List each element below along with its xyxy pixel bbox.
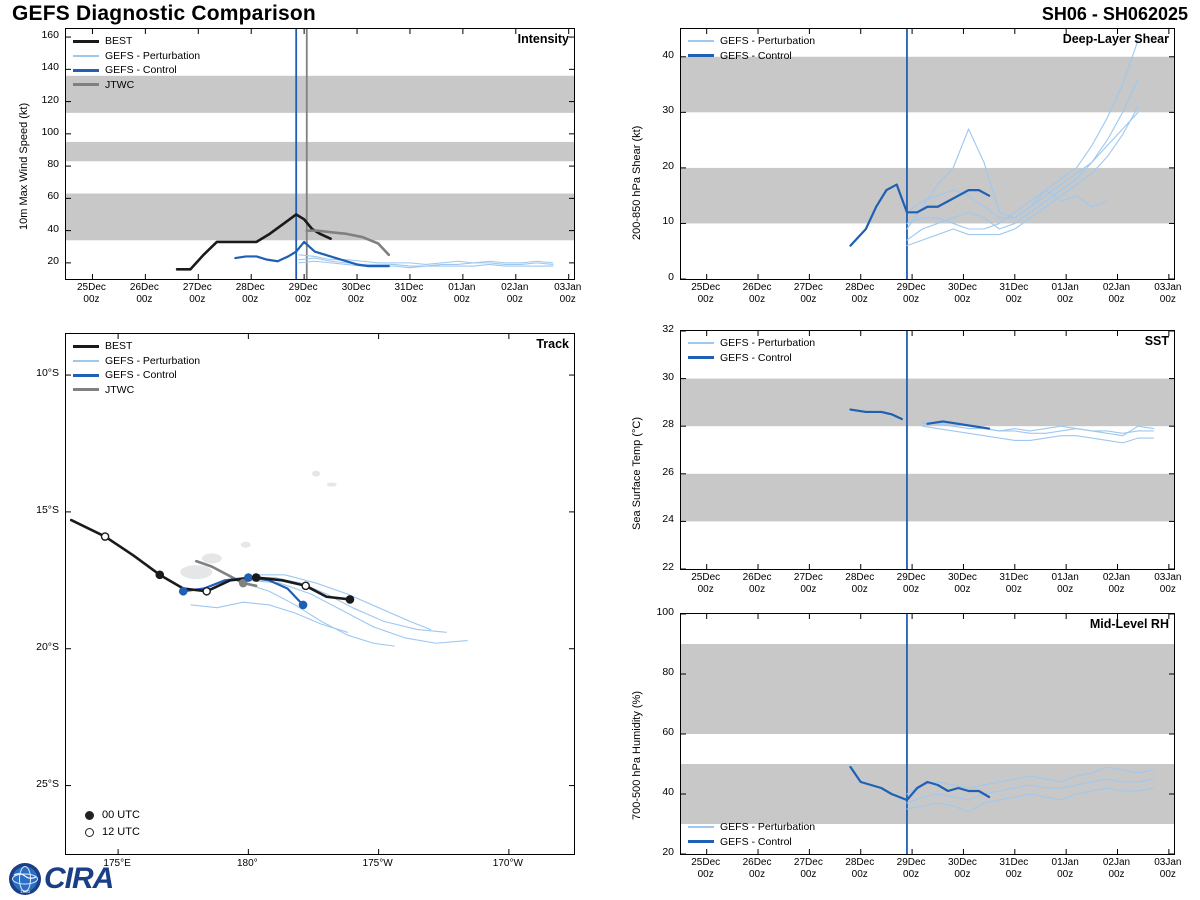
panel-track	[65, 333, 575, 855]
intensity-x-tick: 02Jan 00z	[501, 282, 529, 305]
legend-label-jtwc: JTWC	[105, 383, 135, 396]
legend-label-perturbation: GEFS - Perturbation	[105, 354, 201, 367]
legend-label-perturbation: GEFS - Perturbation	[105, 49, 201, 62]
legend-swatch-perturbation	[73, 360, 99, 362]
panel-intensity	[65, 28, 575, 280]
shear-y-tick: 40	[662, 48, 674, 61]
rh-x-tick: 29Dec 00z	[896, 857, 926, 880]
rh-y-tick: 40	[662, 786, 674, 798]
sst-y-tick: 30	[662, 370, 674, 383]
intensity-x-tick: 03Jan 00z	[554, 282, 582, 305]
shear-y-tick: 10	[662, 215, 674, 228]
legend-label-jtwc: JTWC	[105, 78, 135, 91]
rh-x-tick: 01Jan 00z	[1051, 857, 1079, 880]
intensity-x-tick: 29Dec 00z	[288, 282, 318, 305]
legend-label-best: BEST	[105, 340, 133, 352]
track-y-tick: 25°S	[36, 777, 59, 790]
intensity-y-axis-label: 10m Max Wind Speed (kt)	[18, 102, 30, 230]
shear-legend	[688, 34, 815, 63]
shear-y-tick: 20	[662, 159, 674, 172]
legend-label-perturbation: GEFS - Perturbation	[720, 35, 816, 47]
intensity-x-tick: 27Dec 00z	[182, 282, 212, 305]
track-legend	[73, 339, 200, 397]
legend-swatch-control	[73, 374, 99, 377]
panel-sst	[680, 330, 1175, 570]
legend-swatch-control	[73, 69, 99, 72]
cira-wordmark: CIRA	[44, 862, 114, 895]
legend-swatch-jtwc	[73, 388, 99, 391]
shear-x-tick: 25Dec 00z	[691, 282, 721, 305]
rh-y-tick: 80	[662, 666, 674, 678]
intensity-y-tick: 60	[47, 190, 59, 203]
sst-panel-title: SST	[1144, 334, 1169, 348]
rh-y-axis-label: 700-500 hPa Humidity (%)	[631, 690, 643, 820]
track-x-tick: 170°W	[492, 858, 523, 869]
rh-y-tick: 20	[662, 846, 674, 858]
legend-swatch-best	[73, 345, 99, 348]
shear-panel-title: Deep-Layer Shear	[1062, 32, 1169, 46]
marker-00utc-icon	[85, 811, 94, 820]
sst-plot-area	[680, 330, 1175, 570]
page-title: GEFS Diagnostic Comparison	[12, 2, 316, 25]
svg-text:1980: 1980	[19, 889, 31, 894]
shear-y-axis-label: 200-850 hPa Shear (kt)	[631, 125, 643, 240]
track-y-tick: 10°S	[36, 367, 59, 380]
rh-x-tick: 27Dec 00z	[793, 857, 823, 880]
rh-x-tick: 30Dec 00z	[947, 857, 977, 880]
legend-label-perturbation: GEFS - Perturbation	[720, 821, 816, 833]
legend-label-best: BEST	[105, 35, 133, 47]
intensity-x-tick: 26Dec 00z	[129, 282, 159, 305]
marker-label-12utc: 12 UTC	[102, 826, 140, 838]
intensity-panel-title: Intensity	[517, 32, 569, 46]
rh-x-tick: 31Dec 00z	[999, 857, 1029, 880]
track-x-tick: 180°	[237, 858, 258, 869]
shear-x-tick: 29Dec 00z	[896, 282, 926, 305]
rh-y-tick: 100	[656, 606, 674, 618]
legend-swatch-perturbation	[688, 342, 714, 344]
intensity-x-tick: 30Dec 00z	[341, 282, 371, 305]
sst-y-tick: 26	[662, 465, 674, 478]
legend-label-control: GEFS - Control	[105, 369, 177, 381]
shear-y-tick: 0	[668, 271, 674, 283]
rh-x-tick: 28Dec 00z	[845, 857, 875, 880]
rh-y-tick: 60	[662, 726, 674, 738]
track-y-tick: 15°S	[36, 503, 59, 516]
sst-legend	[688, 336, 815, 365]
shear-x-tick: 26Dec 00z	[742, 282, 772, 305]
legend-swatch-control	[688, 54, 714, 57]
shear-plot-area	[680, 28, 1175, 280]
shear-x-tick: 31Dec 00z	[999, 282, 1029, 305]
sst-y-tick: 22	[662, 561, 674, 573]
legend-swatch-perturbation	[688, 40, 714, 42]
track-panel-title: Track	[536, 337, 569, 351]
marker-12utc-icon	[85, 828, 94, 837]
track-x-tick: 175°W	[362, 858, 393, 869]
track-plot-area	[65, 333, 575, 855]
rh-x-tick: 25Dec 00z	[691, 857, 721, 880]
sst-y-tick: 32	[662, 323, 674, 335]
legend-label-perturbation: GEFS - Perturbation	[720, 337, 816, 349]
rh-plot-area	[680, 613, 1175, 855]
shear-y-tick: 30	[662, 104, 674, 117]
legend-swatch-jtwc	[73, 83, 99, 86]
intensity-x-tick: 28Dec 00z	[235, 282, 265, 305]
sst-y-axis-label: Sea Surface Temp (°C)	[631, 416, 643, 530]
shear-x-tick: 02Jan 00z	[1102, 282, 1131, 305]
intensity-y-tick: 40	[47, 222, 59, 235]
sst-x-tick: 03Jan 00z	[1154, 572, 1182, 595]
track-marker-legend	[79, 807, 140, 841]
intensity-y-tick: 100	[41, 125, 59, 138]
sst-x-tick: 28Dec 00z	[845, 572, 875, 595]
sst-y-tick: 28	[662, 418, 674, 431]
intensity-y-tick: 80	[47, 158, 59, 171]
rh-x-tick: 02Jan 00z	[1102, 857, 1131, 880]
track-x-tick: 175°E	[103, 858, 131, 869]
intensity-legend	[73, 34, 200, 92]
shear-x-tick: 28Dec 00z	[845, 282, 875, 305]
legend-label-control: GEFS - Control	[720, 835, 792, 848]
sst-x-tick: 02Jan 00z	[1102, 572, 1131, 595]
sst-x-tick: 31Dec 00z	[999, 572, 1029, 595]
legend-swatch-control	[688, 840, 714, 843]
rh-x-tick: 03Jan 00z	[1154, 857, 1182, 880]
intensity-x-tick: 25Dec 00z	[77, 282, 106, 305]
sst-x-tick: 26Dec 00z	[742, 572, 772, 595]
sst-y-tick: 24	[662, 513, 674, 526]
storm-id-label: SH06 - SH062025	[1041, 4, 1188, 24]
legend-label-control: GEFS - Control	[720, 351, 792, 364]
legend-label-control: GEFS - Control	[720, 49, 792, 62]
legend-swatch-best	[73, 40, 99, 43]
intensity-y-tick: 20	[47, 254, 59, 267]
intensity-x-tick: 31Dec 00z	[394, 282, 424, 305]
rh-panel-title: Mid-Level RH	[1089, 617, 1169, 631]
rh-legend	[688, 820, 815, 849]
rh-x-tick: 26Dec 00z	[742, 857, 772, 880]
panel-rh	[680, 613, 1175, 855]
legend-label-control: GEFS - Control	[105, 64, 177, 76]
intensity-y-tick: 120	[41, 93, 59, 106]
intensity-x-tick: 01Jan 00z	[448, 282, 476, 305]
sst-x-tick: 27Dec 00z	[793, 572, 823, 595]
sst-x-tick: 30Dec 00z	[947, 572, 977, 595]
shear-x-tick: 03Jan 00z	[1154, 282, 1182, 305]
shear-x-tick: 01Jan 00z	[1051, 282, 1079, 305]
legend-swatch-perturbation	[688, 826, 714, 828]
shear-x-tick: 30Dec 00z	[947, 282, 977, 305]
panel-shear	[680, 28, 1175, 280]
intensity-y-tick: 140	[41, 61, 59, 74]
intensity-y-tick: 160	[41, 29, 59, 42]
cira-globe-icon	[8, 862, 42, 896]
shear-x-tick: 27Dec 00z	[793, 282, 823, 305]
sst-x-tick: 25Dec 00z	[691, 572, 721, 595]
legend-swatch-perturbation	[73, 55, 99, 57]
sst-x-tick: 29Dec 00z	[896, 572, 926, 595]
sst-x-tick: 01Jan 00z	[1051, 572, 1079, 595]
legend-swatch-control	[688, 356, 714, 359]
track-y-tick: 20°S	[36, 640, 59, 653]
marker-label-00utc: 00 UTC	[102, 809, 140, 821]
